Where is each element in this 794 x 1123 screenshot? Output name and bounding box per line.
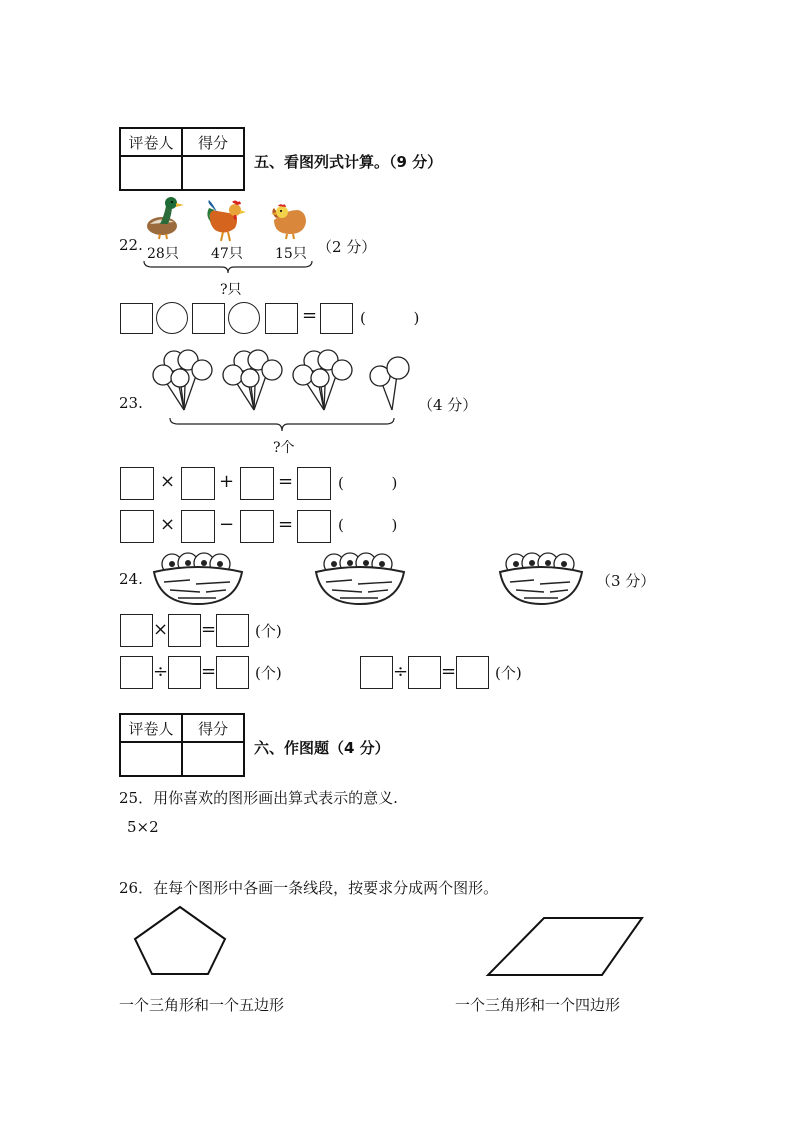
grader-cell[interactable] xyxy=(120,156,182,190)
answer-box[interactable] xyxy=(456,656,489,689)
score-table-2 xyxy=(119,713,245,777)
answer-paren[interactable]: ( ) xyxy=(338,516,398,534)
answer-box[interactable] xyxy=(297,510,331,543)
answer-paren[interactable]: ( ) xyxy=(338,474,398,492)
equals-sign: = xyxy=(278,471,294,492)
ball-basket-icon xyxy=(312,550,408,606)
equals-sign: = xyxy=(302,305,318,326)
multiply-sign: × xyxy=(160,471,176,492)
balloon-bunch-icon xyxy=(153,350,212,410)
divide-sign: ÷ xyxy=(153,661,169,682)
answer-box[interactable] xyxy=(240,510,274,543)
score-header: 得分 xyxy=(182,714,244,742)
answer-box[interactable] xyxy=(297,467,331,500)
answer-box[interactable] xyxy=(192,303,225,334)
grader-header: 评卷人 xyxy=(120,128,182,156)
answer-box[interactable] xyxy=(360,656,393,689)
grader-header: 评卷人 xyxy=(120,714,182,742)
score-table-1 xyxy=(119,127,245,191)
answer-box[interactable] xyxy=(168,656,201,689)
score-header: 得分 xyxy=(182,128,244,156)
unit-label: (个) xyxy=(255,664,282,682)
ball-basket-icon xyxy=(496,550,586,606)
answer-box[interactable] xyxy=(120,467,154,500)
question-24-points: （3 分） xyxy=(596,572,656,590)
multiply-sign: × xyxy=(153,619,169,640)
unit-label: (个) xyxy=(495,664,522,682)
answer-box[interactable] xyxy=(240,467,274,500)
unit-label: (个) xyxy=(255,622,282,640)
grader-cell[interactable] xyxy=(120,742,182,776)
section-6-title: 六、作图题（4 分） xyxy=(254,739,390,757)
answer-box[interactable] xyxy=(120,656,153,689)
question-24-number: 24. xyxy=(119,570,143,588)
equals-sign: = xyxy=(201,661,217,682)
question-25-text: 25．用你喜欢的图形画出算式表示的意义. xyxy=(119,789,398,807)
answer-paren[interactable]: ( ) xyxy=(360,309,420,327)
answer-box[interactable] xyxy=(181,467,215,500)
answer-box[interactable] xyxy=(168,614,201,647)
question-26-text: 26．在每个图形中各画一条线段，按要求分成两个图形。 xyxy=(119,879,499,897)
answer-box[interactable] xyxy=(320,303,353,334)
answer-box[interactable] xyxy=(408,656,441,689)
equals-sign: = xyxy=(278,514,294,535)
answer-box[interactable] xyxy=(120,510,154,543)
rooster-count: 47只 xyxy=(211,246,243,262)
score-cell[interactable] xyxy=(182,156,244,190)
parallelogram-shape[interactable] xyxy=(484,914,646,978)
rooster-icon xyxy=(205,198,247,242)
answer-box[interactable] xyxy=(120,303,153,334)
plus-sign: + xyxy=(219,471,235,492)
hen-count: 15只 xyxy=(275,246,307,262)
equals-sign: = xyxy=(441,661,457,682)
answer-box[interactable] xyxy=(265,303,298,334)
question-22-points: （2 分） xyxy=(317,238,377,256)
question-25-expression: 5×2 xyxy=(127,818,159,836)
section-5-title: 五、看图列式计算。（9 分） xyxy=(254,153,443,171)
hen-icon xyxy=(270,200,312,240)
divide-sign: ÷ xyxy=(393,661,409,682)
question-23-points: （4 分） xyxy=(418,396,478,414)
multiply-sign: × xyxy=(160,514,176,535)
question-23-number: 23. xyxy=(119,394,143,412)
question-23-unknown: ?个 xyxy=(273,440,295,456)
score-cell[interactable] xyxy=(182,742,244,776)
balloon-bunches xyxy=(150,348,420,414)
duck-icon xyxy=(142,194,186,240)
pentagon-shape[interactable] xyxy=(130,903,230,979)
duck-count: 28只 xyxy=(147,246,179,262)
operator-circle[interactable] xyxy=(228,302,260,334)
answer-box[interactable] xyxy=(216,614,249,647)
ball-basket-icon xyxy=(150,550,246,606)
operator-circle[interactable] xyxy=(156,302,188,334)
answer-box[interactable] xyxy=(216,656,249,689)
question-22-number: 22. xyxy=(119,236,143,254)
parallelogram-label: 一个三角形和一个四边形 xyxy=(455,996,621,1014)
brace xyxy=(168,416,398,434)
answer-box[interactable] xyxy=(181,510,215,543)
equals-sign: = xyxy=(201,619,217,640)
brace xyxy=(142,259,314,275)
question-22-unknown: ?只 xyxy=(220,282,242,298)
minus-sign: − xyxy=(219,514,235,535)
answer-box[interactable] xyxy=(120,614,153,647)
pentagon-label: 一个三角形和一个五边形 xyxy=(119,996,285,1014)
